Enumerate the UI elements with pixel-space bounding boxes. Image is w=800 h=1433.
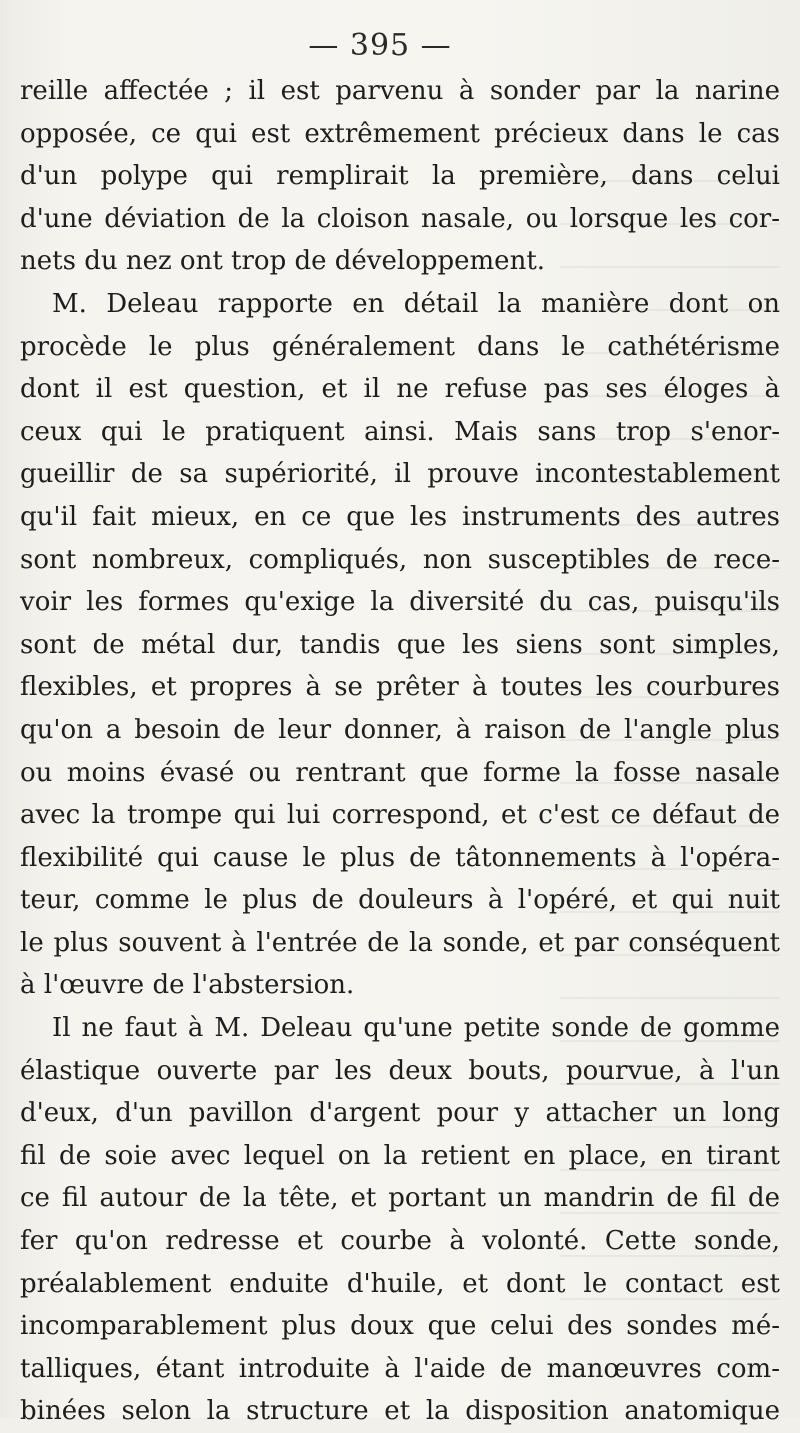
- paragraph: [20, 1007, 780, 1433]
- text-line: flexibilité qui cause le plus de tâtonnements à l'opéra-: [20, 842, 780, 873]
- text-line: opposée, ce qui est extrêmement précieux dans le cas: [20, 118, 780, 149]
- page-number: — 395 —: [308, 28, 452, 63]
- text-line: gueillir de sa supériorité, il prouve incontestablement: [20, 459, 780, 490]
- text-line: incomparablement plus doux que celui des sondes mé-: [20, 1311, 780, 1342]
- text-line: ce fil autour de la tête, et portant un mandrin de fil de: [20, 1183, 780, 1214]
- text-line: voir les formes qu'exige la diversité du cas, puisqu'ils: [20, 587, 780, 618]
- text-line: Il ne faut à M. Deleau qu'une petite sonde de gomme: [52, 1013, 780, 1044]
- text-line: élastique ouverte par les deux bouts, pourvue, à l'un: [20, 1055, 780, 1086]
- text-line: ou moins évasé ou rentrant que forme la fosse nasale: [20, 757, 780, 788]
- text-line: fer qu'on redresse et courbe à volonté. Cette sonde,: [20, 1226, 780, 1257]
- paragraph: [20, 283, 780, 1007]
- text-line: d'un polype qui remplirait la première, dans celui: [20, 161, 780, 192]
- text-line: avec la trompe qui lui correspond, et c'est ce défaut de: [20, 800, 780, 831]
- text-line: teur, comme le plus de douleurs à l'opéré, et qui nuit: [20, 885, 780, 916]
- text-line: M. Deleau rapporte en détail la manière dont on: [52, 288, 780, 319]
- paragraph: [20, 70, 780, 283]
- text-line: à l'œuvre de l'abstersion.: [20, 970, 355, 1001]
- text-line: le plus souvent à l'entrée de la sonde, et par conséquent: [20, 927, 780, 958]
- text-line: d'une déviation de la cloison nasale, ou lorsque les cor-: [20, 203, 780, 234]
- text-line: fil de soie avec lequel on la retient en place, en tirant: [20, 1140, 780, 1171]
- text-line: binées selon la structure et la disposition anatomique: [20, 1396, 780, 1427]
- text-line: d'eux, d'un pavillon d'argent pour y attacher un long: [20, 1098, 780, 1129]
- text-line: nets du nez ont trop de développement.: [20, 246, 546, 277]
- text-line: qu'il fait mieux, en ce que les instruments des autres: [20, 501, 780, 532]
- text-line: procède le plus généralement dans le cathétérisme: [20, 331, 780, 362]
- text-line: qu'on a besoin de leur donner, à raison de l'angle plus: [20, 714, 780, 745]
- text-line: dont il est question, et il ne refuse pas ses éloges à: [20, 374, 780, 405]
- text-line: sont nombreux, compliqués, non susceptibles de rece-: [20, 544, 780, 575]
- text-line: sont de métal dur, tandis que les siens sont simples,: [20, 629, 780, 660]
- text-line: ceux qui le pratiquent ainsi. Mais sans trop s'enor-: [20, 416, 780, 447]
- text-line: reille affectée ; il est parvenu à sonder par la narine: [20, 76, 780, 106]
- text-line: préalablement enduite d'huile, et dont le contact est: [20, 1268, 780, 1299]
- text-line: flexibles, et propres à se prêter à toutes les courbures: [20, 672, 780, 703]
- text-line: talliques, étant introduite à l'aide de manœuvres com-: [20, 1353, 780, 1384]
- body-text: [20, 70, 780, 1433]
